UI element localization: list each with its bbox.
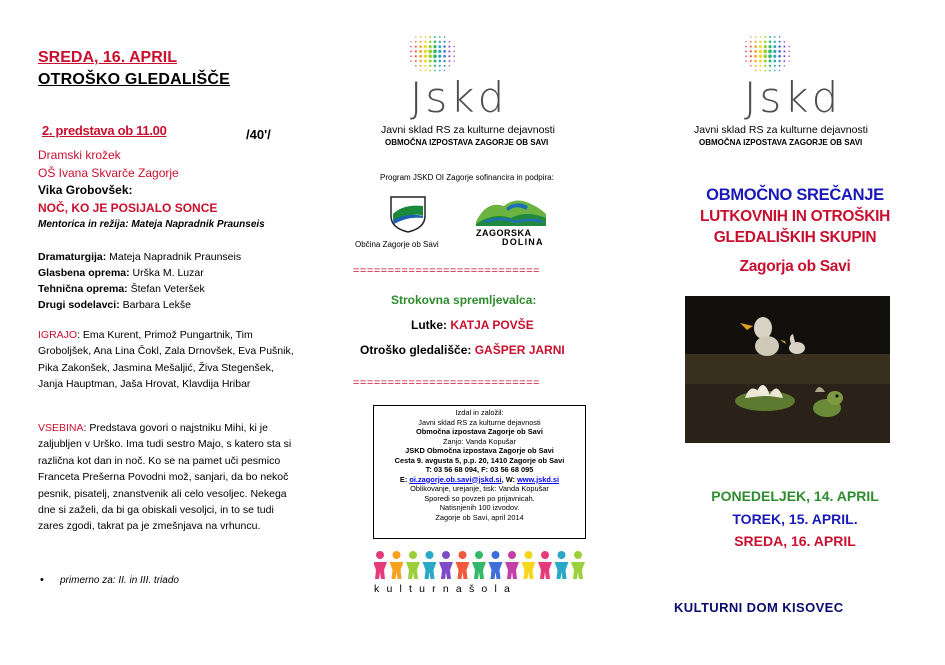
group-name: Dramski krožek (38, 148, 121, 162)
cast-text: : Ema Kurent, Primož Pungartnik, Tim Groboljšek, Ana Lina Čokl, Zala Drnovšek, Eva Pušnik, Pika Zakonšek, Jasmina Mešaljić, Živa Stegenšek, Janja Hauptman, Jaša Hrovat, Klavdija Hribar (38, 329, 294, 391)
zagorska-dolina-logo-icon (476, 192, 546, 230)
experts-heading: Strokovna spremljevalca: (391, 293, 537, 307)
credit-row: Drugi sodelavci: Barbara Lekše (38, 299, 191, 311)
credit-row: Dramaturgija: Mateja Napradnik Praunseis (38, 251, 242, 263)
imprint-box: Izdal in založil: Javni sklad RS za kulturne dejavnosti Območna izpostava Zagorje ob Savi Zanjo: Vanda Kopušar JSKD Območna izpostava Zagorje ob Savi Cesta 9. avgusta 5, p.p. 20, 1410 Zagorje ob Savi T: 03 56 68 094, F: 03 56 68 095 E: oi.zagorje.ob.savi@jskd.si, W: www.jskd.si Oblikovanje, urejanje, tisk: Vanda Kopušar Sporedi so povzeti po prijavnicah. Natisnjenih 100 izvodov. Zagorje ob Savi, april 2014 (373, 405, 586, 539)
jskd-office: OBMOČNA IZPOSTAVA ZAGORJE OB SAVI (385, 138, 549, 147)
play-title: NOČ, KO JE POSIJALO SONCE (38, 201, 218, 215)
performance-photo (685, 296, 890, 443)
age-recommendation: • primerno za: II. in III. triado (60, 575, 179, 586)
synopsis-label: VSEBINA (38, 422, 84, 434)
jskd-subtitle: Javni sklad RS za kulturne dejavnosti (694, 124, 868, 136)
divider-bottom: =========================== (353, 377, 540, 389)
event-title-1: OBMOČNO SREČANJE (706, 186, 884, 204)
date-wednesday: SREDA, 16. APRIL (734, 533, 856, 549)
performance-duration: /40'/ (246, 127, 271, 142)
kultura-sola-people-icon (374, 550, 592, 580)
jskd-wordmark: Jskd (410, 73, 508, 122)
day-heading: SREDA, 16. APRIL (38, 49, 177, 66)
play-author: Vika Grobovšek: (38, 183, 133, 197)
email-link[interactable]: oi.zagorje.ob.savi@jskd.si (409, 474, 502, 484)
performance-time: 2. predstava ob 11.00 (42, 123, 167, 138)
jskd-subtitle: Javni sklad RS za kulturne dejavnosti (381, 124, 555, 136)
web-link[interactable]: www.jskd.si (517, 474, 560, 484)
cast-label: IGRAJO (38, 329, 78, 341)
mentor-line: Mentorica in režija: Mateja Napradnik Praunseis (38, 219, 265, 230)
section-heading: OTROŠKO GLEDALIŠČE (38, 71, 231, 88)
event-title-3: GLEDALIŠKIH SKUPIN (713, 229, 877, 246)
event-title-2: LUTKOVNIH IN OTROŠKIH (699, 208, 891, 225)
kultura-sola-wordmark: kulturnašola (374, 583, 518, 595)
venue: KULTURNI DOM KISOVEC (674, 600, 844, 615)
partner-label-1: ZAGORSKA (476, 228, 532, 238)
program-support-text: Program JSKD OI Zagorje sofinancira in podpira: (380, 173, 554, 182)
divider-top: =========================== (353, 265, 540, 277)
puppet-scene-image (685, 296, 890, 443)
credit-row: Tehnična oprema: Štefan Veteršek (38, 283, 205, 295)
expert-puppets: Lutke: KATJA POVŠE (411, 318, 534, 332)
jskd-wordmark: Jskd (744, 73, 842, 122)
school-name: OŠ Ivana Skvarče Zagorje (38, 166, 179, 180)
partner-label-2: DOLINA (502, 237, 544, 247)
jskd-office: OBMOČNA IZPOSTAVA ZAGORJE OB SAVI (699, 138, 863, 147)
expert-theatre: Otroško gledališče: GAŠPER JARNI (360, 343, 565, 357)
synopsis-paragraph (38, 420, 296, 535)
municipality-crest-icon (388, 194, 428, 234)
date-monday: PONEDELJEK, 14. APRIL (711, 488, 879, 504)
left-column (0, 0, 315, 665)
date-tuesday: TOREK, 15. APRIL. (732, 511, 858, 527)
cast-paragraph (38, 327, 298, 393)
credits-list (38, 249, 308, 313)
synopsis-text: : Predstava govori o najstniku Mihi, ki je zaljubljen v Urško. Ima tudi sestro Majo, s katero sta si različna kot dan in noč. Ko se na pamet uči pesmico Franceta Prešerna Povodni mož, sanjari, da bo nekoč pesnik, pisatelj, znanstvenik ali celo vesoljec. Nekega dne si zaželi, da bi ga obiskali vesoljci, in to se tudi zares zgodi, takrat pa je zmešnjava na vrhuncu. (38, 422, 292, 533)
credit-row: Glasbena oprema: Urška M. Luzar (38, 267, 204, 279)
municipality-label: Občina Zagorje ob Savi (355, 240, 439, 249)
event-title-4: Zagorja ob Savi (739, 258, 851, 275)
